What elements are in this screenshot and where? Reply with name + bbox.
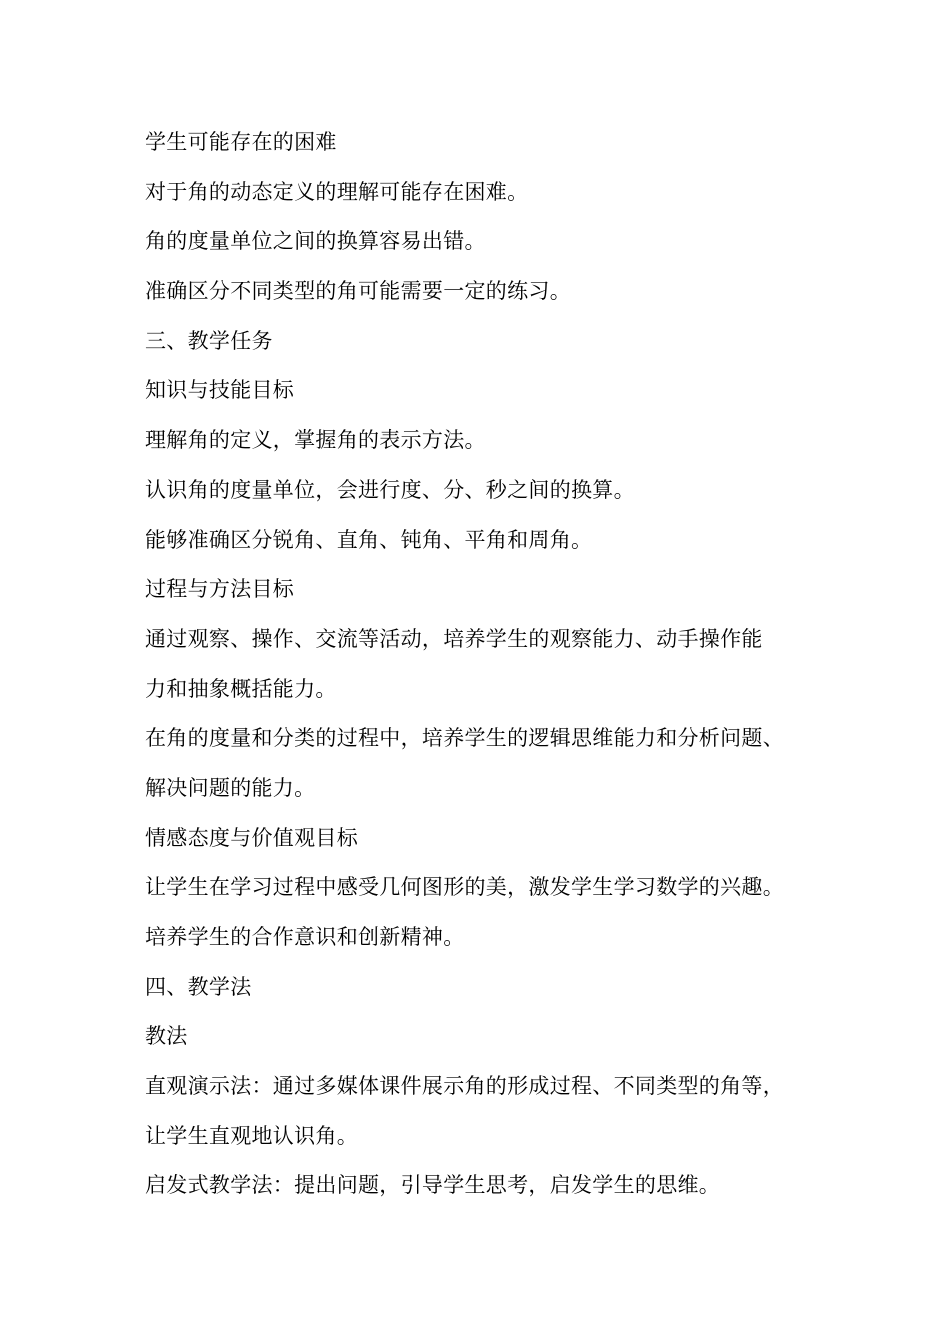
subheading-student-difficulties: 学生可能存在的困难 [145, 130, 337, 154]
paragraph-line: 让学生直观地认识角。 [145, 1123, 358, 1148]
paragraph-line: 启发式教学法：提出问题，引导学生思考，启发学生的思维。 [145, 1173, 721, 1198]
paragraph-line: 力和抽象概括能力。 [145, 676, 337, 701]
subheading-teaching-method: 教法 [145, 1024, 188, 1049]
paragraph-line: 认识角的度量单位，会进行度、分、秒之间的换算。 [145, 477, 635, 502]
paragraph-line: 角的度量单位之间的换算容易出错。 [145, 229, 486, 254]
paragraph-line: 让学生在学习过程中感受几何图形的美，激发学生学习数学的兴趣。 [145, 875, 784, 900]
paragraph-line: 解决问题的能力。 [145, 775, 316, 800]
section-heading-teaching-tasks: 三、教学任务 [145, 328, 273, 353]
paragraph-line: 培养学生的合作意识和创新精神。 [145, 925, 465, 949]
subheading-process-method: 过程与方法目标 [145, 577, 295, 602]
paragraph-line: 能够准确区分锐角、直角、钝角、平角和周角。 [145, 527, 593, 552]
paragraph-line: 理解角的定义，掌握角的表示方法。 [145, 428, 486, 453]
document-page [145, 118, 845, 1211]
paragraph-line: 准确区分不同类型的角可能需要一定的练习。 [145, 279, 571, 304]
subheading-emotion-values: 情感态度与价值观目标 [145, 825, 358, 850]
subheading-knowledge-skills: 知识与技能目标 [145, 378, 295, 403]
paragraph-line: 直观演示法：通过多媒体课件展示角的形成过程、不同类型的角等， [145, 1074, 784, 1099]
paragraph-line: 在角的度量和分类的过程中，培养学生的逻辑思维能力和分析问题、 [145, 726, 784, 751]
paragraph-line: 对于角的动态定义的理解可能存在困难。 [145, 179, 529, 204]
section-heading-teaching-methods: 四、教学法 [145, 974, 252, 999]
paragraph-line: 通过观察、操作、交流等活动，培养学生的观察能力、动手操作能 [145, 626, 763, 651]
